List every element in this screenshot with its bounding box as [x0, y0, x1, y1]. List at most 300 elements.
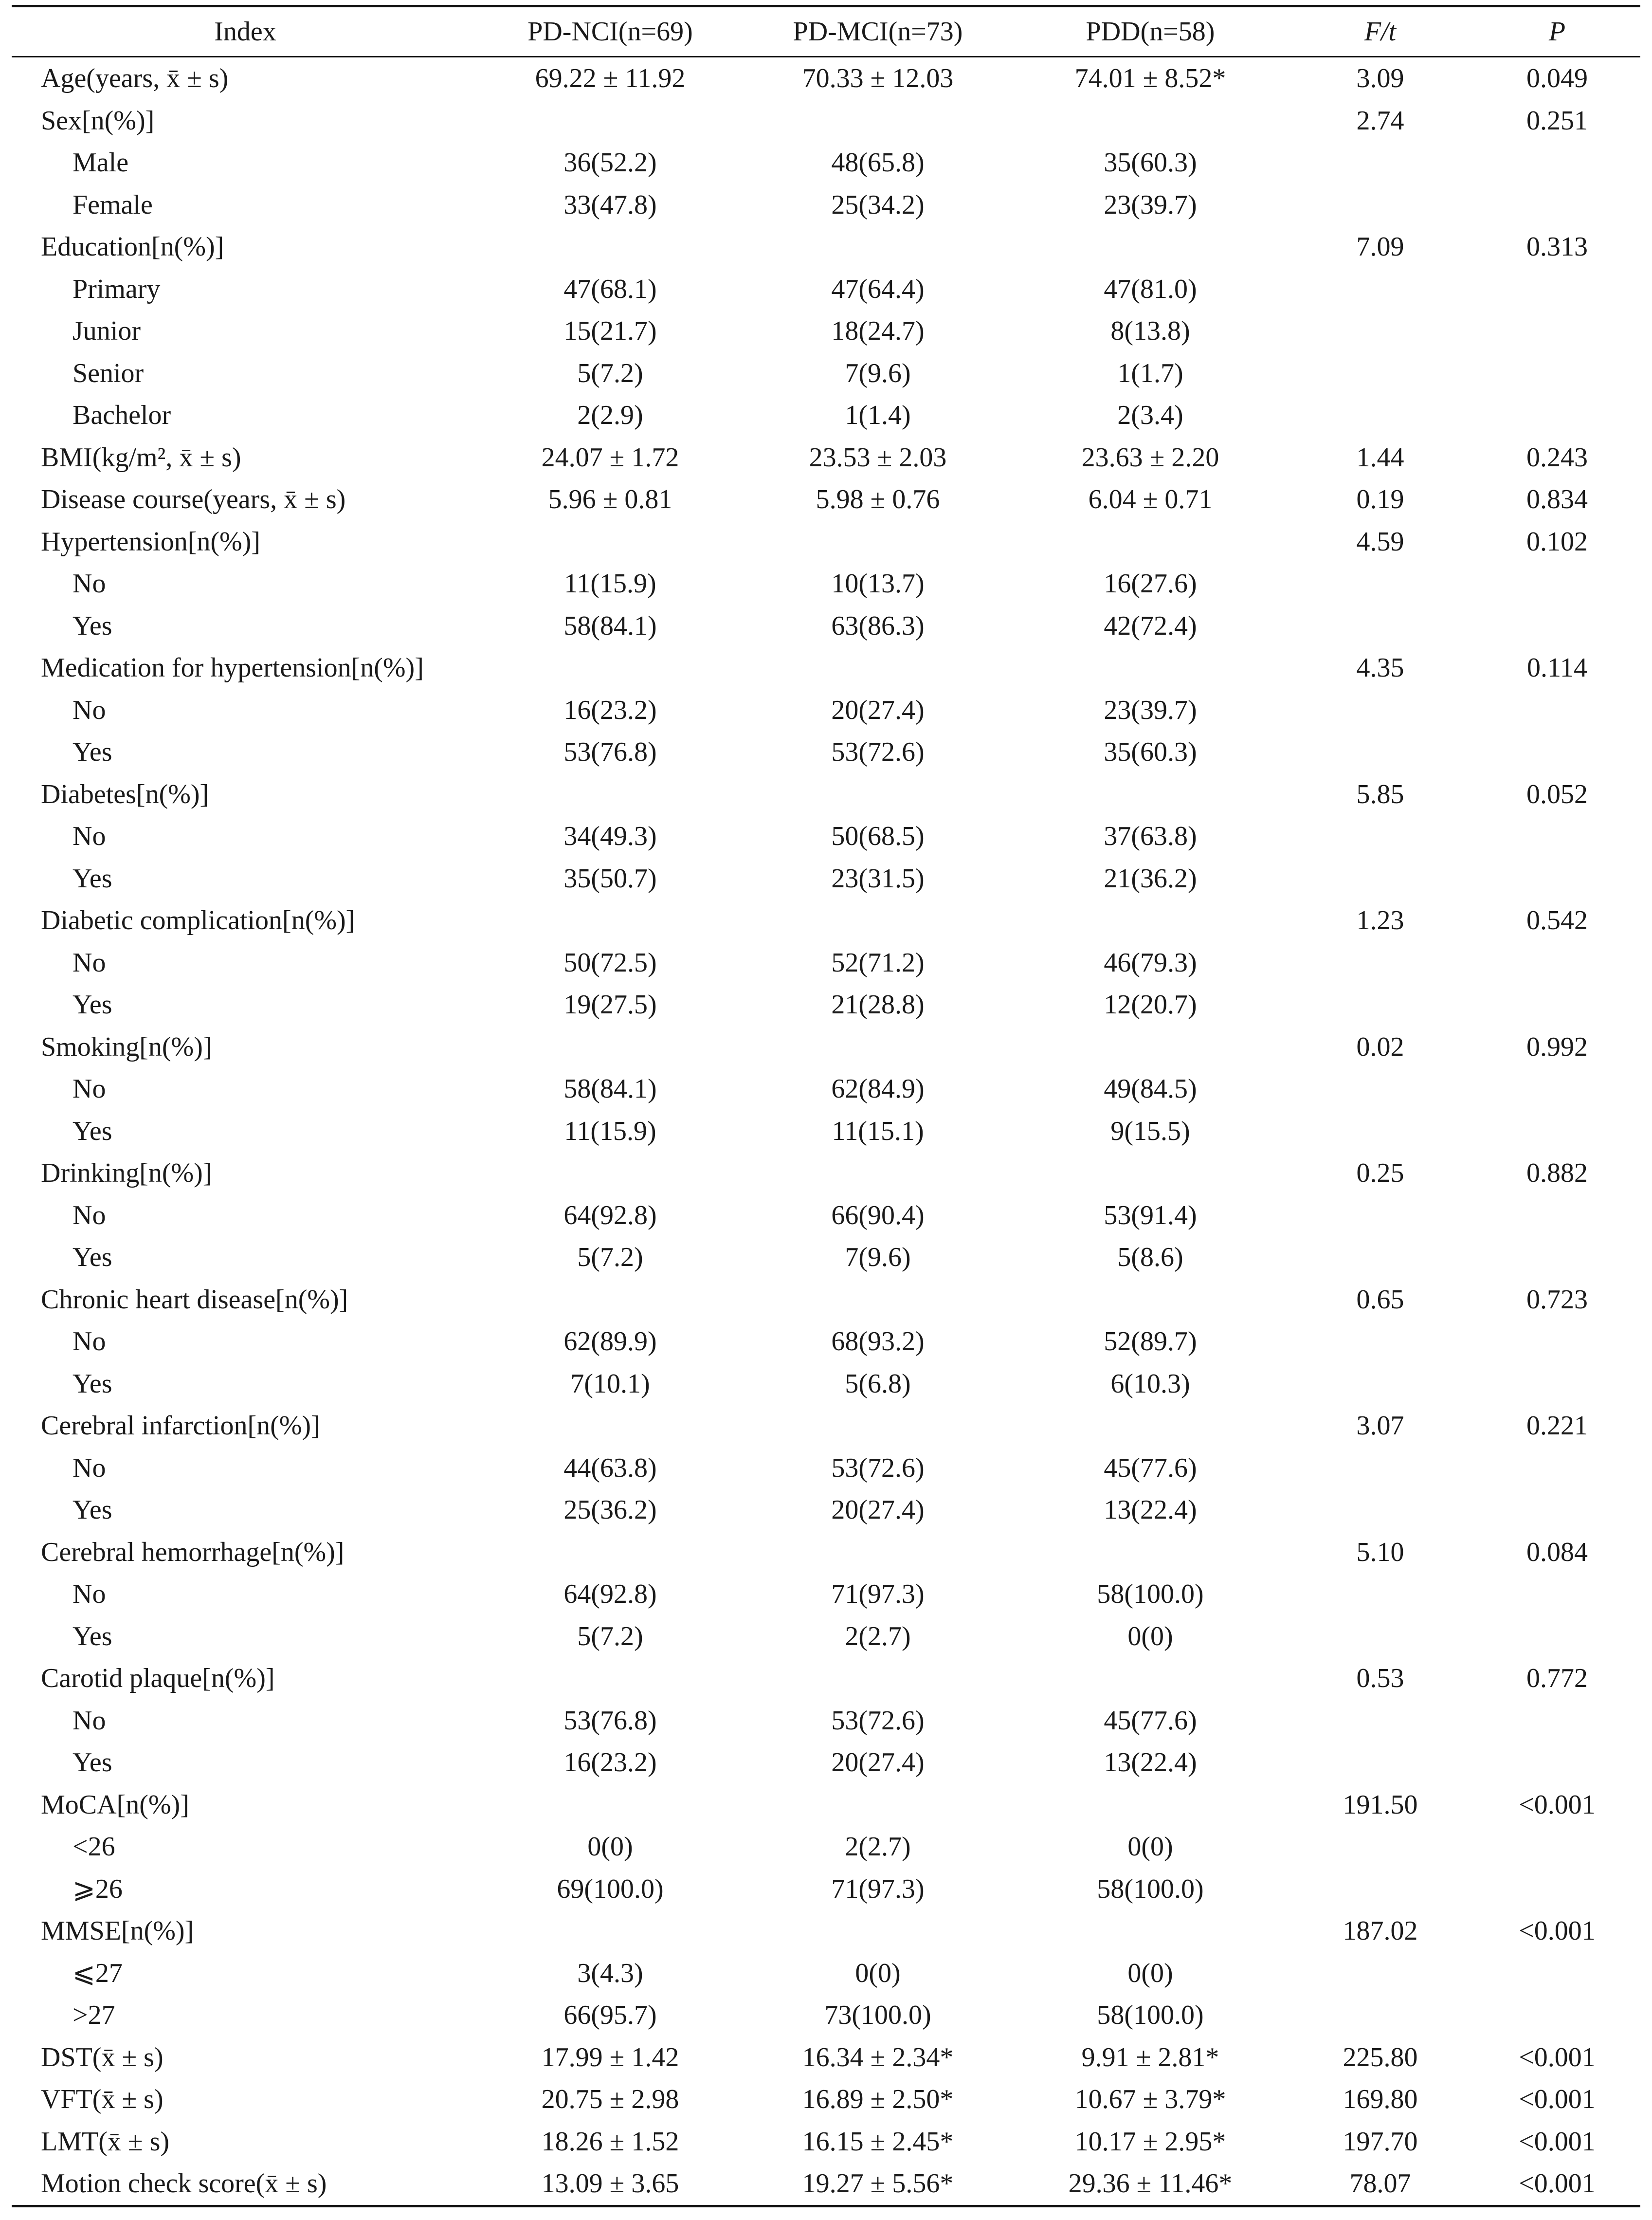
cell-f-t: [1287, 858, 1474, 900]
table-row: [12, 773, 1640, 816]
row-label: No: [73, 821, 106, 852]
cell-p: 0.992: [1526, 1031, 1588, 1062]
cell-pd-nci: 64(92.8): [563, 1200, 657, 1230]
cell-f-t: [1287, 605, 1474, 647]
table-row: [12, 437, 1640, 479]
table-row: [12, 942, 1640, 984]
header-index: Index: [12, 6, 479, 57]
row-label: >27: [73, 2000, 115, 2031]
cell-p: 0.772: [1526, 1663, 1588, 1694]
cell-f-t: 169.80: [1343, 2084, 1418, 2115]
row-label: Smoking[n(%)]: [41, 1031, 212, 1062]
cell-pdd: [1014, 1026, 1287, 1068]
cell-pd-nci: [479, 521, 742, 563]
cell-f-t: [1287, 1700, 1474, 1742]
cell-pd-mci: 5(6.8): [845, 1368, 911, 1399]
row-label: Hypertension[n(%)]: [41, 526, 260, 557]
row-label: No: [73, 1200, 106, 1230]
cell-f-t: 1.23: [1356, 905, 1404, 936]
cell-pd-nci: 25(36.2): [563, 1495, 657, 1525]
table-row: [12, 1194, 1640, 1237]
table-row: [12, 352, 1640, 395]
cell-p: [1474, 1363, 1640, 1405]
table-row: [12, 1110, 1640, 1153]
cell-f-t: [1287, 1194, 1474, 1237]
cell-pdd: 0(0): [1127, 1958, 1173, 1988]
cell-pd-nci: 16(23.2): [563, 1747, 657, 1778]
row-label: Yes: [73, 1242, 112, 1273]
cell-f-t: [1287, 731, 1474, 773]
table-row: [12, 1742, 1640, 1784]
row-label: Motion check score(x̄ ± s): [12, 2163, 479, 2206]
cell-pd-mci: [742, 100, 1014, 142]
cell-pdd: 46(79.3): [1104, 947, 1197, 978]
cell-pdd: [1014, 100, 1287, 142]
table-row: [12, 394, 1640, 437]
cell-pdd: [1014, 1531, 1287, 1574]
cell-p: 0.251: [1526, 105, 1588, 136]
cell-f-t: [1287, 184, 1474, 226]
cell-pd-mci: 48(65.8): [831, 147, 925, 178]
cell-pd-mci: 73(100.0): [824, 2000, 931, 2031]
row-label: Yes: [73, 1621, 112, 1651]
row-label: Yes: [73, 737, 112, 768]
cell-p: 0.723: [1526, 1284, 1588, 1315]
cell-f-t: 4.59: [1356, 526, 1404, 557]
cell-pdd: 8(13.8): [1110, 316, 1190, 347]
cell-pd-mci: 23.53 ± 2.03: [809, 442, 947, 473]
cell-f-t: [1287, 1068, 1474, 1110]
cell-p: [1474, 1573, 1640, 1615]
cell-p: [1474, 1994, 1640, 2037]
cell-pd-nci: [479, 1910, 742, 1952]
cell-p: [1474, 1615, 1640, 1658]
cell-p: <0.001: [1519, 1916, 1596, 1946]
cell-f-t: 5.10: [1356, 1537, 1404, 1567]
cell-pd-nci: 16(23.2): [563, 695, 657, 725]
cell-pd-nci: 2(2.9): [577, 400, 643, 431]
cell-f-t: [1287, 1742, 1474, 1784]
cell-pdd: 58(100.0): [1097, 1579, 1204, 1610]
cell-f-t: [1287, 1110, 1474, 1153]
cell-pdd: 21(36.2): [1104, 863, 1197, 894]
cell-pdd: [1014, 226, 1287, 268]
cell-pdd: 45(77.6): [1104, 1705, 1197, 1736]
cell-pd-mci: 20(27.4): [831, 1495, 925, 1525]
cell-pd-nci: [479, 226, 742, 268]
row-label: Cerebral hemorrhage[n(%)]: [41, 1537, 345, 1567]
cell-pdd: [1014, 899, 1287, 942]
cell-f-t: 0.02: [1356, 1031, 1404, 1062]
cell-p: 0.114: [1527, 653, 1587, 683]
cell-pdd: 35(60.3): [1104, 147, 1197, 178]
cell-f-t: 0.53: [1356, 1663, 1404, 1694]
baseline-characteristics-table: [12, 5, 1640, 2207]
cell-pd-mci: 2(2.7): [845, 1832, 911, 1862]
table-row: [12, 1952, 1640, 1995]
cell-pd-nci: 53(76.8): [563, 737, 657, 768]
row-label: Diabetes[n(%)]: [41, 779, 209, 809]
table-row: [12, 858, 1640, 900]
cell-pdd: 16(27.6): [1104, 569, 1197, 599]
row-label: Yes: [73, 1368, 112, 1399]
cell-pd-mci: 18(24.7): [831, 316, 925, 347]
header-pd-mci: PD-MCI(n=73): [742, 6, 1014, 57]
cell-pd-nci: 20.75 ± 2.98: [541, 2084, 679, 2115]
row-label: Medication for hypertension[n(%)]: [41, 653, 424, 683]
cell-pd-nci: 35(50.7): [563, 863, 657, 894]
row-label: Age(years, x̄ ± s): [41, 63, 229, 94]
cell-pd-mci: 70.33 ± 12.03: [802, 63, 954, 94]
cell-f-t: [1287, 563, 1474, 605]
table-row: [12, 100, 1640, 142]
table-row: [12, 605, 1640, 647]
cell-pd-nci: [479, 1531, 742, 1574]
cell-pd-mci: 68(93.2): [831, 1326, 925, 1357]
cell-pd-mci: 7(9.6): [845, 358, 911, 388]
cell-pd-nci: 7(10.1): [570, 1368, 650, 1399]
table-row: [12, 647, 1640, 689]
cell-f-t: [1287, 1952, 1474, 1995]
cell-pd-nci: [479, 647, 742, 689]
cell-pd-nci: 64(92.8): [563, 1579, 657, 1610]
table-row: [12, 1531, 1640, 1574]
cell-pd-mci: [742, 1531, 1014, 1574]
cell-pd-nci: 24.07 ± 1.72: [541, 442, 679, 473]
cell-pdd: 37(63.8): [1104, 821, 1197, 852]
cell-pd-nci: 3(4.3): [577, 1958, 643, 1988]
cell-f-t: 4.35: [1356, 653, 1404, 683]
table-row: [12, 731, 1640, 773]
row-label: ⩽27: [73, 1958, 123, 1989]
cell-pd-nci: 58(84.1): [563, 610, 657, 641]
row-label: No: [73, 569, 106, 599]
cell-f-t: [1287, 1363, 1474, 1405]
cell-p: <0.001: [1519, 2042, 1596, 2073]
cell-f-t: [1287, 1236, 1474, 1279]
cell-f-t: [1287, 1489, 1474, 1531]
row-label: Bachelor: [73, 400, 171, 431]
cell-pd-mci: 71(97.3): [831, 1579, 925, 1610]
cell-f-t: 0.25: [1356, 1158, 1404, 1189]
cell-f-t: 187.02: [1343, 1916, 1418, 1946]
cell-p: [1474, 1194, 1640, 1237]
cell-f-t: 3.09: [1356, 63, 1404, 94]
cell-pdd: 47(81.0): [1104, 274, 1197, 304]
cell-p: [1474, 563, 1640, 605]
cell-pd-mci: 53(72.6): [831, 737, 925, 768]
row-label: Junior: [73, 316, 141, 347]
cell-p: [1474, 1700, 1640, 1742]
cell-pdd: 58(100.0): [1097, 1873, 1204, 1904]
cell-p: [1474, 1236, 1640, 1279]
cell-pd-nci: 5.96 ± 0.81: [548, 484, 672, 515]
table-row: [12, 1026, 1640, 1068]
cell-pd-nci: 11(15.9): [564, 1116, 656, 1146]
cell-pd-nci: 62(89.9): [563, 1326, 657, 1357]
cell-pd-nci: 47(68.1): [563, 274, 657, 304]
cell-pd-nci: 5(7.2): [577, 1242, 643, 1273]
cell-p: [1474, 1489, 1640, 1531]
cell-f-t: 7.09: [1356, 232, 1404, 262]
cell-p: 0.243: [1526, 442, 1588, 473]
cell-pd-nci: 69(100.0): [557, 1873, 664, 1904]
cell-pd-mci: 47(64.4): [831, 274, 925, 304]
cell-f-t: 225.80: [1343, 2042, 1418, 2073]
cell-f-t: [1287, 394, 1474, 437]
row-label: MMSE[n(%)]: [41, 1916, 194, 1946]
cell-p: [1474, 1068, 1640, 1110]
cell-pd-mci: 25(34.2): [831, 189, 925, 220]
cell-pd-mci: [742, 1910, 1014, 1952]
cell-p: [1474, 184, 1640, 226]
cell-f-t: 0.65: [1356, 1284, 1404, 1315]
cell-f-t: [1287, 1868, 1474, 1910]
cell-pd-mci: [742, 773, 1014, 816]
table-row: [12, 1784, 1640, 1826]
table-row: [12, 1321, 1640, 1363]
cell-f-t: 197.70: [1343, 2126, 1418, 2157]
cell-pdd: 9.91 ± 2.81*: [1081, 2042, 1219, 2073]
table-row: [12, 899, 1640, 942]
row-label: Female: [73, 189, 153, 220]
cell-pdd: 0(0): [1127, 1832, 1173, 1862]
cell-pdd: 1(1.7): [1117, 358, 1183, 388]
cell-pdd: [1014, 647, 1287, 689]
cell-p: <0.001: [1519, 2126, 1596, 2157]
cell-p: [1474, 142, 1640, 184]
table-row: [12, 984, 1640, 1026]
table-row: [12, 563, 1640, 605]
cell-pdd: [1014, 1910, 1287, 1952]
cell-pdd: 52(89.7): [1104, 1326, 1197, 1357]
table-row: [12, 2163, 1640, 2206]
cell-pdd: [1014, 521, 1287, 563]
cell-p: 0.221: [1526, 1411, 1588, 1441]
row-label: MoCA[n(%)]: [41, 1789, 189, 1820]
cell-pdd: 58(100.0): [1097, 2000, 1204, 2031]
cell-pd-nci: 34(49.3): [563, 821, 657, 852]
cell-pd-nci: [479, 1405, 742, 1447]
cell-pd-mci: 1(1.4): [845, 400, 911, 431]
cell-p: [1474, 1742, 1640, 1784]
cell-p: [1474, 1952, 1640, 1995]
cell-pd-nci: 44(63.8): [563, 1452, 657, 1483]
cell-pd-nci: 5(7.2): [577, 358, 643, 388]
cell-f-t: [1287, 942, 1474, 984]
cell-pdd: 9(15.5): [1110, 1116, 1190, 1146]
cell-p: 0.102: [1526, 526, 1588, 557]
cell-p: 0.313: [1526, 232, 1588, 262]
table-row: [12, 2037, 1640, 2079]
cell-pd-nci: [479, 1784, 742, 1826]
table-row: [12, 310, 1640, 352]
table-row: [12, 2121, 1640, 2163]
cell-pdd: 49(84.5): [1104, 1074, 1197, 1104]
cell-pd-mci: 21(28.8): [831, 990, 925, 1020]
cell-p: 0.049: [1526, 63, 1588, 94]
cell-f-t: [1287, 815, 1474, 858]
cell-f-t: [1287, 689, 1474, 732]
cell-pd-mci: [742, 226, 1014, 268]
table-row: [12, 1363, 1640, 1405]
cell-pd-mci: [742, 1279, 1014, 1321]
cell-pdd: 6.04 ± 0.71: [1088, 484, 1213, 515]
cell-pdd: 13(22.4): [1104, 1495, 1197, 1525]
row-label: Yes: [73, 1747, 112, 1778]
cell-pd-mci: 11(15.1): [832, 1116, 924, 1146]
cell-pdd: 35(60.3): [1104, 737, 1197, 768]
table-row: [12, 2078, 1640, 2121]
cell-p: [1474, 268, 1640, 311]
table-row: [12, 268, 1640, 311]
table-row: [12, 1489, 1640, 1531]
cell-p: <0.001: [1474, 2163, 1640, 2206]
cell-pdd: 23(39.7): [1104, 189, 1197, 220]
header-pd-nci: PD-NCI(n=69): [479, 6, 742, 57]
row-label: LMT(x̄ ± s): [41, 2126, 170, 2157]
header-f-t: F/t: [1287, 6, 1474, 57]
cell-pd-nci: 50(72.5): [563, 947, 657, 978]
cell-pd-mci: [742, 1405, 1014, 1447]
cell-pdd: 23.63 ± 2.20: [1081, 442, 1219, 473]
cell-pd-nci: 11(15.9): [564, 569, 656, 599]
cell-pd-nci: [479, 899, 742, 942]
row-label: No: [73, 695, 106, 725]
row-label: <26: [73, 1832, 115, 1862]
cell-p: [1474, 1447, 1640, 1489]
cell-pd-mci: 10(13.7): [831, 569, 925, 599]
cell-pd-mci: 2(2.7): [845, 1621, 911, 1651]
cell-f-t: 191.50: [1343, 1789, 1418, 1820]
cell-pdd: 42(72.4): [1104, 610, 1197, 641]
cell-p: <0.001: [1519, 2084, 1596, 2115]
cell-pd-nci: [479, 100, 742, 142]
table-row: [12, 1700, 1640, 1742]
row-label: Yes: [73, 610, 112, 641]
row-label: No: [73, 947, 106, 978]
cell-pd-mci: [742, 1784, 1014, 1826]
cell-pdd: [1014, 1657, 1287, 1700]
cell-f-t: 3.07: [1356, 1411, 1404, 1441]
cell-f-t: [1287, 310, 1474, 352]
header-p: P: [1474, 6, 1640, 57]
row-label: BMI(kg/m², x̄ ± s): [41, 442, 241, 473]
cell-pd-mci: 53(72.6): [831, 1452, 925, 1483]
table-row: [12, 1994, 1640, 2037]
cell-pdd: 10.67 ± 3.79*: [1074, 2084, 1226, 2115]
cell-pd-nci: [479, 1657, 742, 1700]
cell-pd-mci: [742, 1152, 1014, 1194]
row-label: Carotid plaque[n(%)]: [41, 1663, 275, 1694]
cell-p: [1474, 731, 1640, 773]
cell-pd-nci: [479, 1152, 742, 1194]
table-row: [12, 1236, 1640, 1279]
cell-pdd: 2(3.4): [1117, 400, 1183, 431]
row-label: No: [73, 1452, 106, 1483]
row-label: Male: [73, 147, 129, 178]
cell-pdd: 10.17 ± 2.95*: [1074, 2126, 1226, 2157]
cell-p: [1474, 689, 1640, 732]
table-row: [12, 1447, 1640, 1489]
cell-pd-nci: 33(47.8): [563, 189, 657, 220]
cell-pdd: 29.36 ± 11.46*: [1014, 2163, 1287, 2206]
cell-p: [1474, 394, 1640, 437]
cell-pd-mci: 20(27.4): [831, 695, 925, 725]
cell-pd-mci: 16.89 ± 2.50*: [802, 2084, 954, 2115]
table-row: [12, 1152, 1640, 1194]
cell-f-t: 1.44: [1356, 442, 1404, 473]
table-row: [12, 689, 1640, 732]
table-row: [12, 1826, 1640, 1868]
cell-pd-nci: 5(7.2): [577, 1621, 643, 1651]
cell-pd-mci: 63(86.3): [831, 610, 925, 641]
cell-pdd: 6(10.3): [1110, 1368, 1190, 1399]
cell-p: [1474, 1826, 1640, 1868]
cell-pdd: 45(77.6): [1104, 1452, 1197, 1483]
cell-p: 0.084: [1526, 1537, 1588, 1567]
cell-f-t: [1287, 1994, 1474, 2037]
cell-p: 0.052: [1526, 779, 1588, 809]
cell-pd-nci: 53(76.8): [563, 1705, 657, 1736]
row-label: No: [73, 1074, 106, 1104]
cell-pd-nci: 36(52.2): [563, 147, 657, 178]
table-row: [12, 57, 1640, 100]
cell-pd-nci: [479, 1279, 742, 1321]
row-label: No: [73, 1579, 106, 1610]
cell-p: <0.001: [1519, 1789, 1596, 1820]
cell-f-t: [1287, 1826, 1474, 1868]
row-label: Drinking[n(%)]: [41, 1158, 212, 1189]
table-row: [12, 1279, 1640, 1321]
cell-pd-nci: 13.09 ± 3.65: [479, 2163, 742, 2206]
cell-f-t: 5.85: [1356, 779, 1404, 809]
cell-pdd: [1014, 773, 1287, 816]
cell-pd-mci: 50(68.5): [831, 821, 925, 852]
table-row: [12, 1573, 1640, 1615]
cell-pdd: [1014, 1784, 1287, 1826]
cell-pd-nci: 0(0): [587, 1832, 633, 1862]
row-label: Diabetic complication[n(%)]: [41, 905, 355, 936]
table-row: [12, 1405, 1640, 1447]
cell-pdd: [1014, 1405, 1287, 1447]
row-label: Sex[n(%)]: [41, 105, 155, 136]
cell-p: [1474, 984, 1640, 1026]
row-label: ⩾26: [73, 1874, 123, 1905]
table-body: [12, 57, 1640, 2206]
table-row: [12, 142, 1640, 184]
table-row: [12, 1615, 1640, 1658]
cell-pd-mci: 66(90.4): [831, 1200, 925, 1230]
row-label: Primary: [73, 274, 161, 304]
row-label: Yes: [73, 990, 112, 1020]
cell-p: [1474, 1321, 1640, 1363]
cell-pd-nci: [479, 773, 742, 816]
cell-pd-nci: 15(21.7): [563, 316, 657, 347]
table-row: [12, 1910, 1640, 1952]
cell-pd-mci: 20(27.4): [831, 1747, 925, 1778]
row-label: DST(x̄ ± s): [41, 2042, 163, 2073]
row-label: VFT(x̄ ± s): [41, 2084, 163, 2115]
cell-f-t: [1287, 1573, 1474, 1615]
cell-pd-nci: 58(84.1): [563, 1074, 657, 1104]
cell-pd-mci: 62(84.9): [831, 1074, 925, 1104]
cell-pd-nci: [479, 1026, 742, 1068]
cell-pd-nci: 18.26 ± 1.52: [541, 2126, 679, 2157]
cell-pd-mci: 19.27 ± 5.56*: [742, 2163, 1014, 2206]
cell-f-t: 2.74: [1356, 105, 1404, 136]
table-row: [12, 184, 1640, 226]
